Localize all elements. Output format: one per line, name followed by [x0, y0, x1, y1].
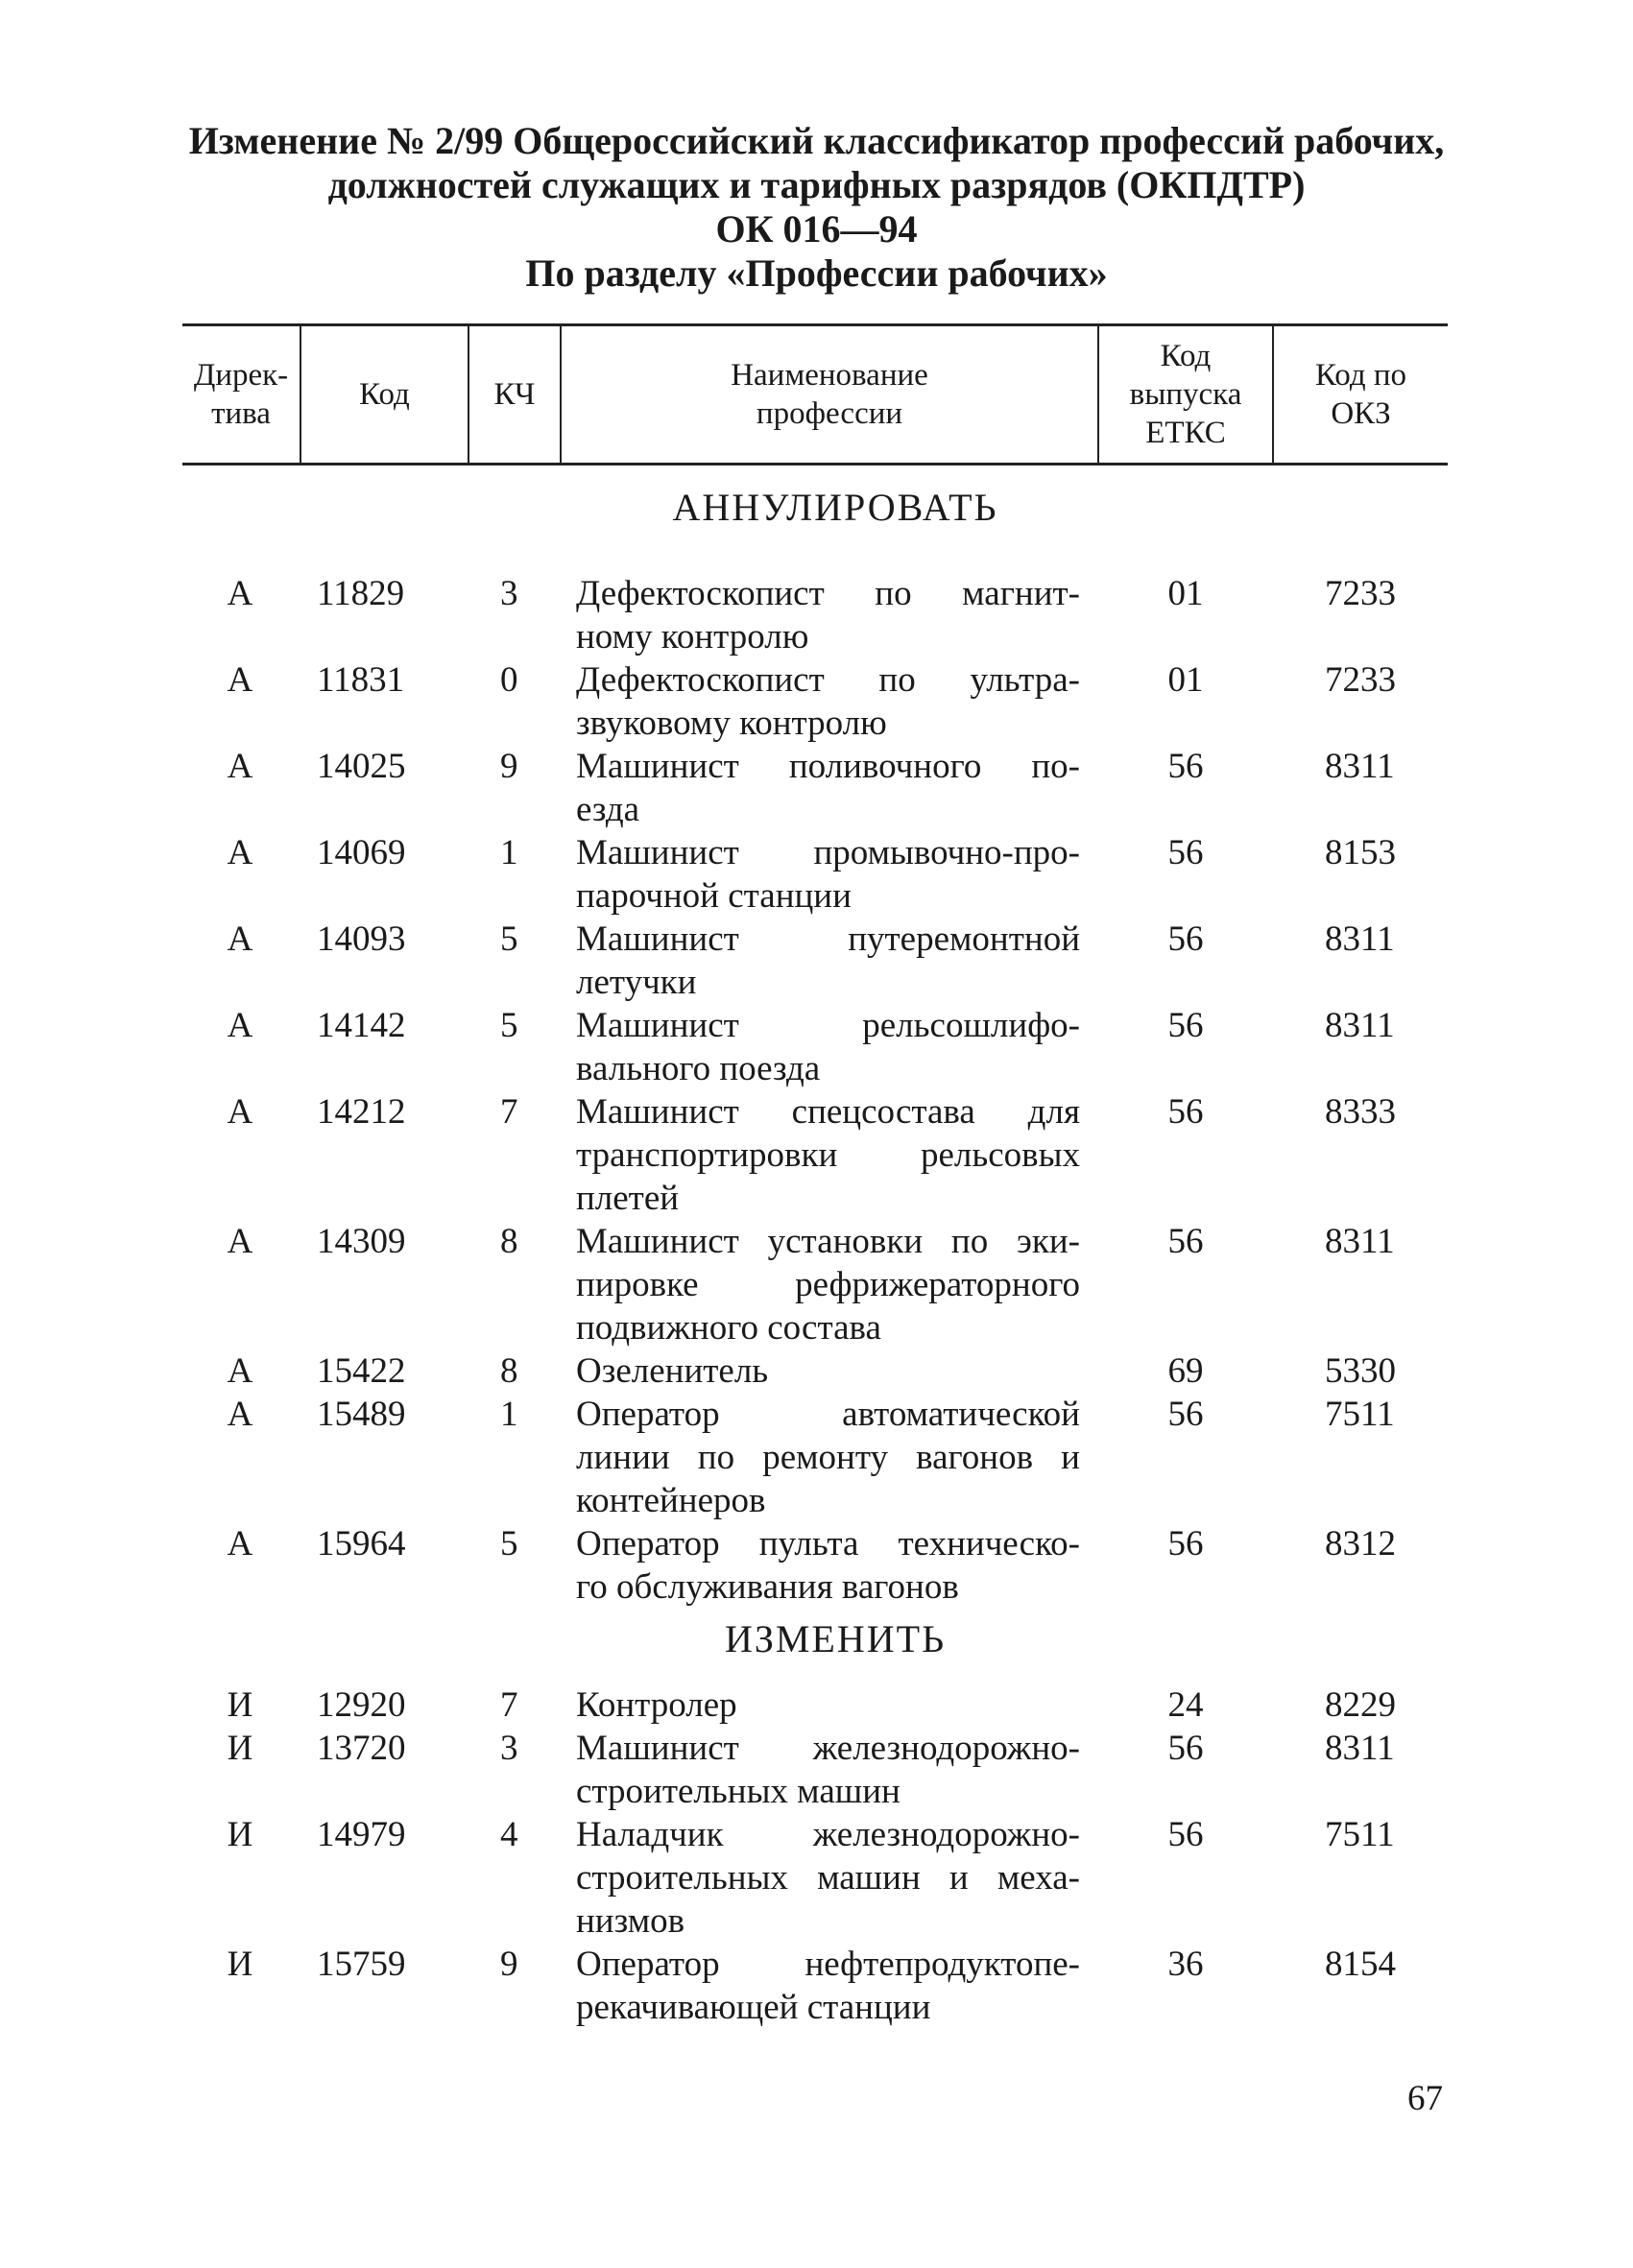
code-cell: 11831: [317, 660, 405, 700]
directive-cell: И: [227, 1685, 253, 1725]
profession-name-cell: [576, 831, 1080, 918]
directive-cell: А: [227, 660, 253, 700]
kc-cell: 9: [500, 747, 518, 786]
profession-name-cell: [576, 1727, 1080, 1813]
profession-name-cell: [576, 1004, 1080, 1090]
code-cell: 15759: [317, 1945, 406, 1984]
okz-cell: 7233: [1325, 660, 1396, 700]
directive-cell: А: [227, 1395, 253, 1434]
etks-cell: 56: [1167, 919, 1204, 959]
code-cell: 14069: [317, 833, 406, 872]
code-cell: 14025: [317, 747, 406, 786]
okz-cell: 8154: [1325, 1945, 1396, 1984]
title-line-4: По разделу «Профессии рабочих»: [525, 251, 1108, 295]
kc-cell: 1: [500, 1395, 518, 1434]
directive-cell: А: [227, 574, 253, 613]
profession-name-line: Оператор пульта техническо-: [576, 1524, 1080, 1564]
okz-cell: 8311: [1325, 1729, 1395, 1768]
okz-cell: 8311: [1325, 747, 1395, 786]
okz-cell: 8311: [1325, 919, 1395, 959]
kc-cell: 1: [500, 833, 518, 872]
directive-cell: А: [227, 747, 253, 786]
okz-cell: 5330: [1325, 1351, 1396, 1391]
code-cell: 11829: [317, 574, 405, 613]
directive-cell: И: [227, 1729, 253, 1768]
etks-cell: 56: [1167, 1006, 1204, 1045]
okz-cell: 8333: [1325, 1092, 1396, 1132]
kc-cell: 9: [500, 1945, 518, 1984]
profession-name-line: рекачивающей станции: [576, 1988, 931, 2027]
profession-name-line: парочной станции: [576, 876, 852, 916]
title-line-1: Изменение № 2/99 Общероссийский классификатор профессий рабочих,: [188, 119, 1445, 162]
page-number: 67: [1407, 2079, 1443, 2118]
directive-cell: И: [227, 1815, 253, 1854]
code-cell: 14309: [317, 1222, 406, 1261]
profession-name-cell: [576, 1349, 1080, 1393]
etks-cell: 56: [1167, 747, 1204, 786]
kc-cell: 5: [500, 1524, 518, 1564]
profession-name-line: Контролер: [576, 1685, 737, 1725]
profession-name-cell: [576, 1522, 1080, 1609]
header-directive: Дирек- тива: [193, 358, 289, 431]
etks-cell: 56: [1167, 1729, 1204, 1768]
kc-cell: 5: [500, 919, 518, 959]
profession-name-line: линии по ремонту вагонов и: [576, 1438, 1080, 1477]
okz-cell: 7511: [1325, 1395, 1395, 1434]
kc-cell: 3: [500, 1729, 518, 1768]
etks-cell: 36: [1167, 1945, 1204, 1984]
profession-name-line: звуковому контролю: [576, 704, 887, 743]
kc-cell: 4: [500, 1815, 518, 1854]
profession-name-line: Машинист путеремонтной: [576, 919, 1080, 959]
profession-name-line: контейнеров: [576, 1481, 766, 1520]
etks-cell: 24: [1167, 1685, 1204, 1725]
code-cell: 14093: [317, 919, 406, 959]
kc-cell: 5: [500, 1006, 518, 1045]
code-cell: 14979: [317, 1815, 406, 1854]
profession-name-line: Машинист спецсостава для: [576, 1092, 1080, 1132]
header-kc: КЧ: [468, 326, 560, 463]
okz-cell: 7511: [1325, 1815, 1395, 1854]
directive-cell: И: [227, 1945, 253, 1984]
profession-name-line: Машинист железнодорожно-: [576, 1729, 1080, 1768]
directive-cell: А: [227, 1092, 253, 1132]
code-cell: 14142: [317, 1006, 406, 1045]
okz-cell: 8311: [1325, 1006, 1395, 1045]
profession-name-line: строительных машин и меха-: [576, 1858, 1080, 1898]
document-title: [0, 119, 1633, 296]
profession-name-line: Наладчик железнодорожно-: [576, 1815, 1080, 1854]
profession-name-line: Дефектоскопист по ультра-: [576, 660, 1080, 700]
etks-cell: 56: [1167, 1395, 1204, 1434]
profession-name-cell: [576, 745, 1080, 831]
profession-name-cell: [576, 1683, 1080, 1727]
profession-name-line: Дефектоскопист по магнит-: [576, 574, 1080, 613]
profession-name-line: го обслуживания вагонов: [576, 1567, 959, 1607]
etks-cell: 01: [1167, 660, 1204, 700]
etks-cell: 56: [1167, 1222, 1204, 1261]
profession-name-cell: [576, 1813, 1080, 1943]
code-cell: 13720: [317, 1729, 406, 1768]
etks-cell: 01: [1167, 574, 1204, 613]
title-line-2: должностей служащих и тарифных разрядов (ОКПДТР): [327, 163, 1306, 206]
directive-cell: А: [227, 833, 253, 872]
etks-cell: 56: [1167, 1524, 1204, 1564]
etks-cell: 69: [1167, 1351, 1204, 1391]
kc-cell: 0: [500, 660, 518, 700]
etks-cell: 56: [1167, 1092, 1204, 1132]
code-cell: 15964: [317, 1524, 406, 1564]
profession-name-line: Озеленитель: [576, 1351, 769, 1391]
profession-name-line: Машинист установки по эки-: [576, 1222, 1080, 1261]
okz-cell: 8229: [1325, 1685, 1396, 1725]
profession-name-cell: [576, 918, 1080, 1004]
code-cell: 12920: [317, 1685, 406, 1725]
directive-cell: А: [227, 1006, 253, 1045]
kc-cell: 3: [500, 574, 518, 613]
profession-name-cell: [576, 1220, 1080, 1349]
profession-name-line: ному контролю: [576, 617, 809, 657]
okz-cell: 8311: [1325, 1222, 1395, 1261]
directive-cell: А: [227, 1524, 253, 1564]
kc-cell: 7: [500, 1685, 518, 1725]
okz-cell: 8312: [1325, 1524, 1396, 1564]
directive-cell: А: [227, 919, 253, 959]
etks-cell: 56: [1167, 1815, 1204, 1854]
okz-cell: 7233: [1325, 574, 1396, 613]
profession-name-line: Оператор автоматической: [576, 1395, 1080, 1434]
header-code: Код: [300, 326, 468, 463]
kc-cell: 7: [500, 1092, 518, 1132]
header-name: Наименование профессии: [560, 326, 1097, 463]
profession-name-line: Машинист поливочного по-: [576, 747, 1080, 786]
directive-cell: А: [227, 1351, 253, 1391]
okz-cell: 8153: [1325, 833, 1396, 872]
profession-name-line: подвижного состава: [576, 1308, 881, 1348]
section-heading-annul: АННУЛИРОВАТЬ: [672, 486, 998, 529]
profession-name-cell: [576, 1090, 1080, 1220]
directive-cell: А: [227, 1222, 253, 1261]
profession-name-line: Оператор нефтепродуктопе-: [576, 1945, 1080, 1984]
profession-name-line: строительных машин: [576, 1772, 901, 1811]
profession-name-line: летучки: [576, 963, 697, 1002]
profession-name-line: транспортировки рельсовых: [576, 1135, 1080, 1175]
profession-name-line: Машинист рельсошлифо-: [576, 1006, 1080, 1045]
profession-name-cell: [576, 658, 1080, 745]
table-header: [182, 323, 1448, 466]
kc-cell: 8: [500, 1222, 518, 1261]
etks-cell: 56: [1167, 833, 1204, 872]
title-line-3: ОК 016—94: [715, 207, 918, 251]
profession-name-line: плетей: [576, 1179, 680, 1218]
profession-name-cell: [576, 572, 1080, 658]
profession-name-line: вального поезда: [576, 1049, 821, 1088]
profession-name-cell: [576, 1393, 1080, 1522]
header-etks: Код выпуска ЕТКС: [1097, 326, 1272, 463]
profession-name-cell: [576, 1943, 1080, 2029]
kc-cell: 8: [500, 1351, 518, 1391]
profession-name-line: Машинист промывочно-про-: [576, 833, 1080, 872]
header-okz: Код по ОКЗ: [1272, 326, 1448, 463]
code-cell: 15422: [317, 1351, 406, 1391]
profession-name-line: низмов: [576, 1901, 685, 1941]
profession-name-line: езда: [576, 790, 640, 829]
section-heading-change: ИЗМЕНИТЬ: [724, 1617, 947, 1660]
code-cell: 15489: [317, 1395, 406, 1434]
code-cell: 14212: [317, 1092, 406, 1132]
profession-name-line: пировке рефрижераторного: [576, 1265, 1080, 1304]
